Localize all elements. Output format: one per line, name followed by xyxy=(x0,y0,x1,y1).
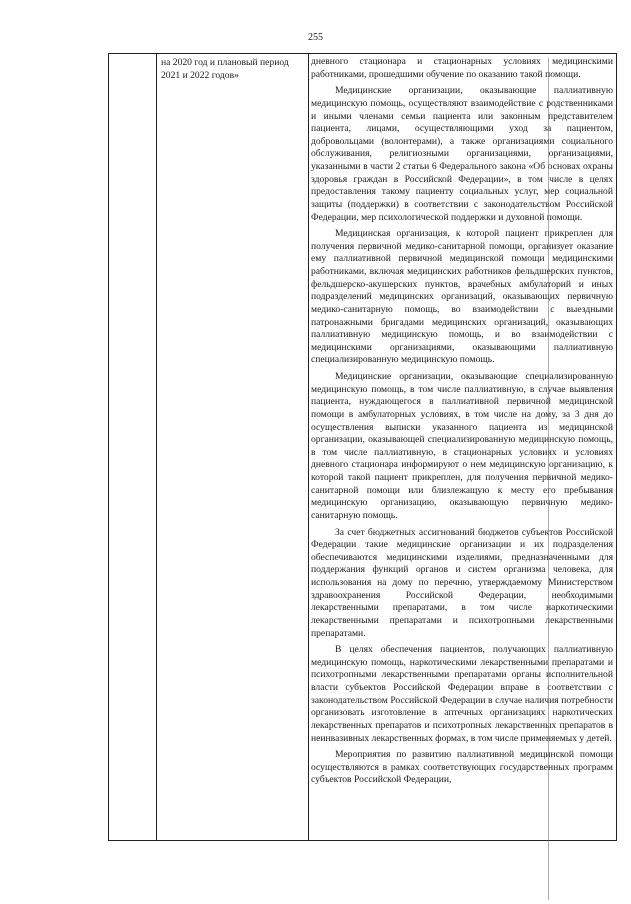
column-divider xyxy=(156,54,157,840)
paragraph: Медицинская организация, к которой пациент прикреплен для получения первичной медико-санитарной помощи, организует оказание ему паллиативной первичной медицинской помощи медицинскими работниками, включая медицинских работников фельдшерских пунктов, фельдшерско-акушерских пунктов, врачебных амбулаторий и иных подразделений медицинских организаций, оказывающих первичную медико-санитарную помощь, во взаимодействии с выездными патронажными бригадами медицинских организаций, оказывающих паллиативную медицинскую помощь, и во взаимодействии с медицинскими организациями, оказывающими паллиативную специализированную медицинскую помощь. xyxy=(311,228,613,366)
scan-artifact-line xyxy=(548,58,549,900)
page-number: 255 xyxy=(308,32,323,43)
text-column xyxy=(311,56,613,787)
paragraph: За счет бюджетных ассигнований бюджетов субъектов Российской Федерации такие медицинские организации и их подразделения обеспечиваются медицинскими изделиями, предназначенными для поддержания функций органов и систем организма человека, для использования на дому по перечню, утверждаемому Министерством здравоохранения Российской Федерации, необходимыми лекарственными препаратами, в том числе наркотическими лекарственными препаратами и психотропными лекарственными препаратами. xyxy=(311,526,613,639)
column-divider xyxy=(308,54,309,840)
paragraph-continuation: дневного стационара и стационарных условиях медицинскими работниками, прошедшими обучение по оказанию такой помощи. xyxy=(311,56,613,80)
paragraph: Медицинские организации, оказывающие паллиативную медицинскую помощь, осуществляют взаимодействие с родственниками и иными членами семьи пациента или законным представителем пациента, лицами, осуществляющими уход за пациентом, добровольцами (волонтерами), а также организациями социального обслуживания, религиозными организациями, организациями, указанными в части 2 статьи 6 Федерального закона «Об основах охраны здоровья граждан в Российской Федерации», в том числе в целях предоставления такому пациенту социальных услуг, мер социальной защиты (поддержки) в соответствии с законодательством Российской Федерации, мер психологической поддержки и духовной помощи. xyxy=(311,85,613,223)
paragraph: В целях обеспечения пациентов, получающих паллиативную медицинскую помощь, наркотическими лекарственными препаратами и психотропными лекарственными препаратами органы исполнительной власти субъектов Российской Федерации вправе в соответствии с законодательством Российской Федерации в случае наличия потребности организовать изготовление в аптечных организациях наркотических лекарственных препаратов и психотропных лекарственных препаратов в неинвазивных лекарственных формах, в том числе применяемых у детей. xyxy=(311,644,613,744)
paragraph: Медицинские организации, оказывающие специализированную медицинскую помощь, в том числе паллиативную, в случае выявления пациента, нуждающегося в паллиативной первичной медицинской помощи в амбулаторных условиях, в том числе на дому, за 3 дня до осуществления выписки указанного пациента из медицинской организации, оказывающей специализированную медицинскую помощь, в том числе паллиативную, в стационарных условиях и условиях дневного стационара информируют о нем медицинскую организацию, к которой такой пациент прикреплен, для получения первичной медико-санитарной помощи или близлежащую к месту его пребывания медицинскую организацию, оказывающую первичную медико-санитарную помощь. xyxy=(311,371,613,521)
document-table xyxy=(108,53,617,841)
paragraph: Мероприятия по развитию паллиативной медицинской помощи осуществляются в рамках соответствующих государственных программ субъектов Российской Федерации, xyxy=(311,749,613,786)
program-period-cell: на 2020 год и плановый период 2021 и 2022 годов» xyxy=(161,57,289,81)
